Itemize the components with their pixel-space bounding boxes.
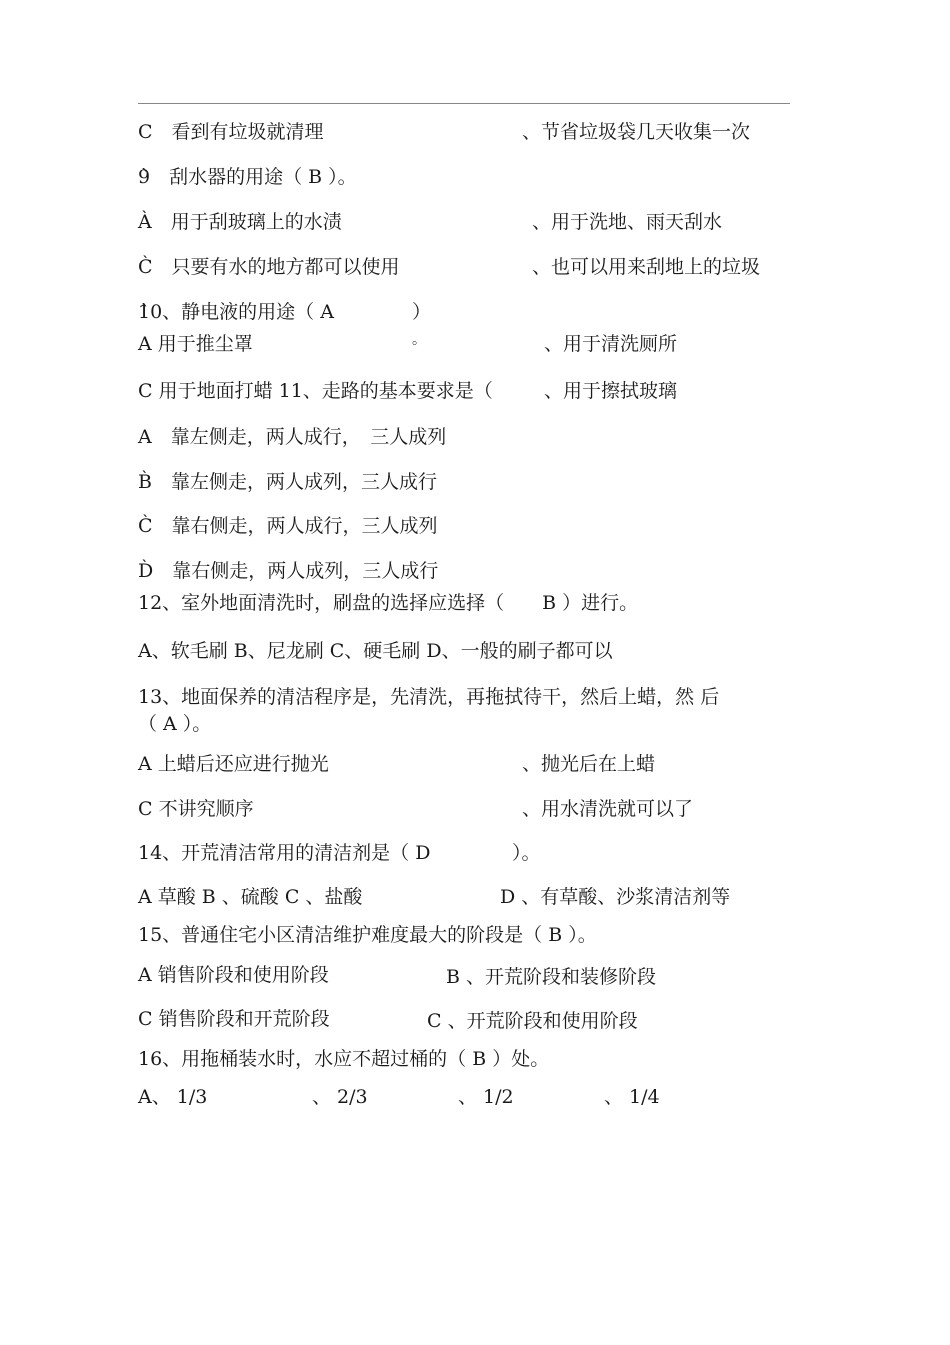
stray-mark: 。 — [412, 332, 426, 348]
option-b: 、 2/3 — [312, 1086, 368, 1108]
option-d: 、 1/4 — [604, 1086, 660, 1108]
option-c-left: C 不讲究顺序 — [138, 798, 254, 820]
option-a-left: A 销售阶段和使用阶段 — [138, 964, 329, 986]
question-14-options: A 草酸 B 、硫酸 C 、盐酸 — [138, 886, 363, 908]
option-c-with-question-11: C 用于地面打蜡 11、走路的基本要求是（ — [138, 380, 493, 402]
option-b-right: 、用于洗地、雨天刮水 — [532, 211, 723, 233]
question-10: 1̀0、静电液的用途（ A — [138, 301, 334, 323]
question-14-close: ）。 — [512, 842, 541, 864]
option-a-left: À 用于刮玻璃上的水渍 — [138, 211, 342, 233]
option-b: B̀ 靠左侧走，两人成列，三人成行 — [138, 471, 437, 493]
option-a: A 靠左侧走，两人成行， 三人成列 — [138, 426, 447, 448]
option-d-right: D 、有草酸、沙浆清洁剂等 — [500, 886, 731, 908]
option-c: 、 1/2 — [458, 1086, 514, 1108]
question-12-options: A、软毛刷 B、尼龙刷 C、硬毛刷 D、一般的刷子都可以 — [138, 640, 613, 662]
option-d-right: 、用水清洗就可以了 — [522, 798, 694, 820]
option-a-left: A 用于推尘罩 — [138, 333, 253, 355]
question-15: 15、普通住宅小区清洁维护难度最大的阶段是（ B ）。 — [138, 924, 597, 946]
question-16: 16、用拖桶装水时，水应不超过桶的（ B ）处。 — [138, 1048, 550, 1070]
option-c-left: C̀ 只要有水的地方都可以使用 — [138, 256, 400, 278]
option-a-left: A 上蜡后还应进行抛光 — [138, 753, 329, 775]
option-c-left: C 看到有垃圾就清理 — [138, 121, 324, 143]
option-d-right: C 、开荒阶段和使用阶段 — [427, 1010, 638, 1032]
question-10-close: ） — [412, 301, 432, 323]
question-9: 9̀ 刮水器的用途（ B ）。 — [138, 166, 357, 188]
option-b-right: B 、开荒阶段和装修阶段 — [446, 966, 657, 988]
question-13-answer: （ A ）。 — [138, 713, 212, 735]
option-b-right: 、抛光后在上蜡 — [522, 753, 656, 775]
option-b-right: 、用于清洗厕所 — [544, 333, 678, 355]
option-d-right: 、节省垃圾袋几天收集一次 — [522, 121, 751, 143]
question-13: 13、地面保养的清洁程序是，先清洗，再拖拭待干，然后上蜡，然 后 — [138, 686, 720, 708]
header-rule — [138, 103, 790, 104]
option-d-right: 、也可以用来刮地上的垃圾 — [532, 256, 761, 278]
question-14: 14、开荒清洁常用的清洁剂是（ D — [138, 842, 431, 864]
question-12: 12、室外地面清洗时，刷盘的选择应选择（ B ）进行。 — [138, 592, 639, 614]
option-d-right: 、用于擦拭玻璃 — [544, 380, 678, 402]
option-c: C̀ 靠右侧走，两人成行，三人成列 — [138, 515, 438, 537]
option-a: A、 1/3 — [138, 1086, 208, 1108]
option-c-left: C 销售阶段和开荒阶段 — [138, 1008, 330, 1030]
option-d: D̀ 靠右侧走，两人成列，三人成行 — [138, 560, 439, 582]
